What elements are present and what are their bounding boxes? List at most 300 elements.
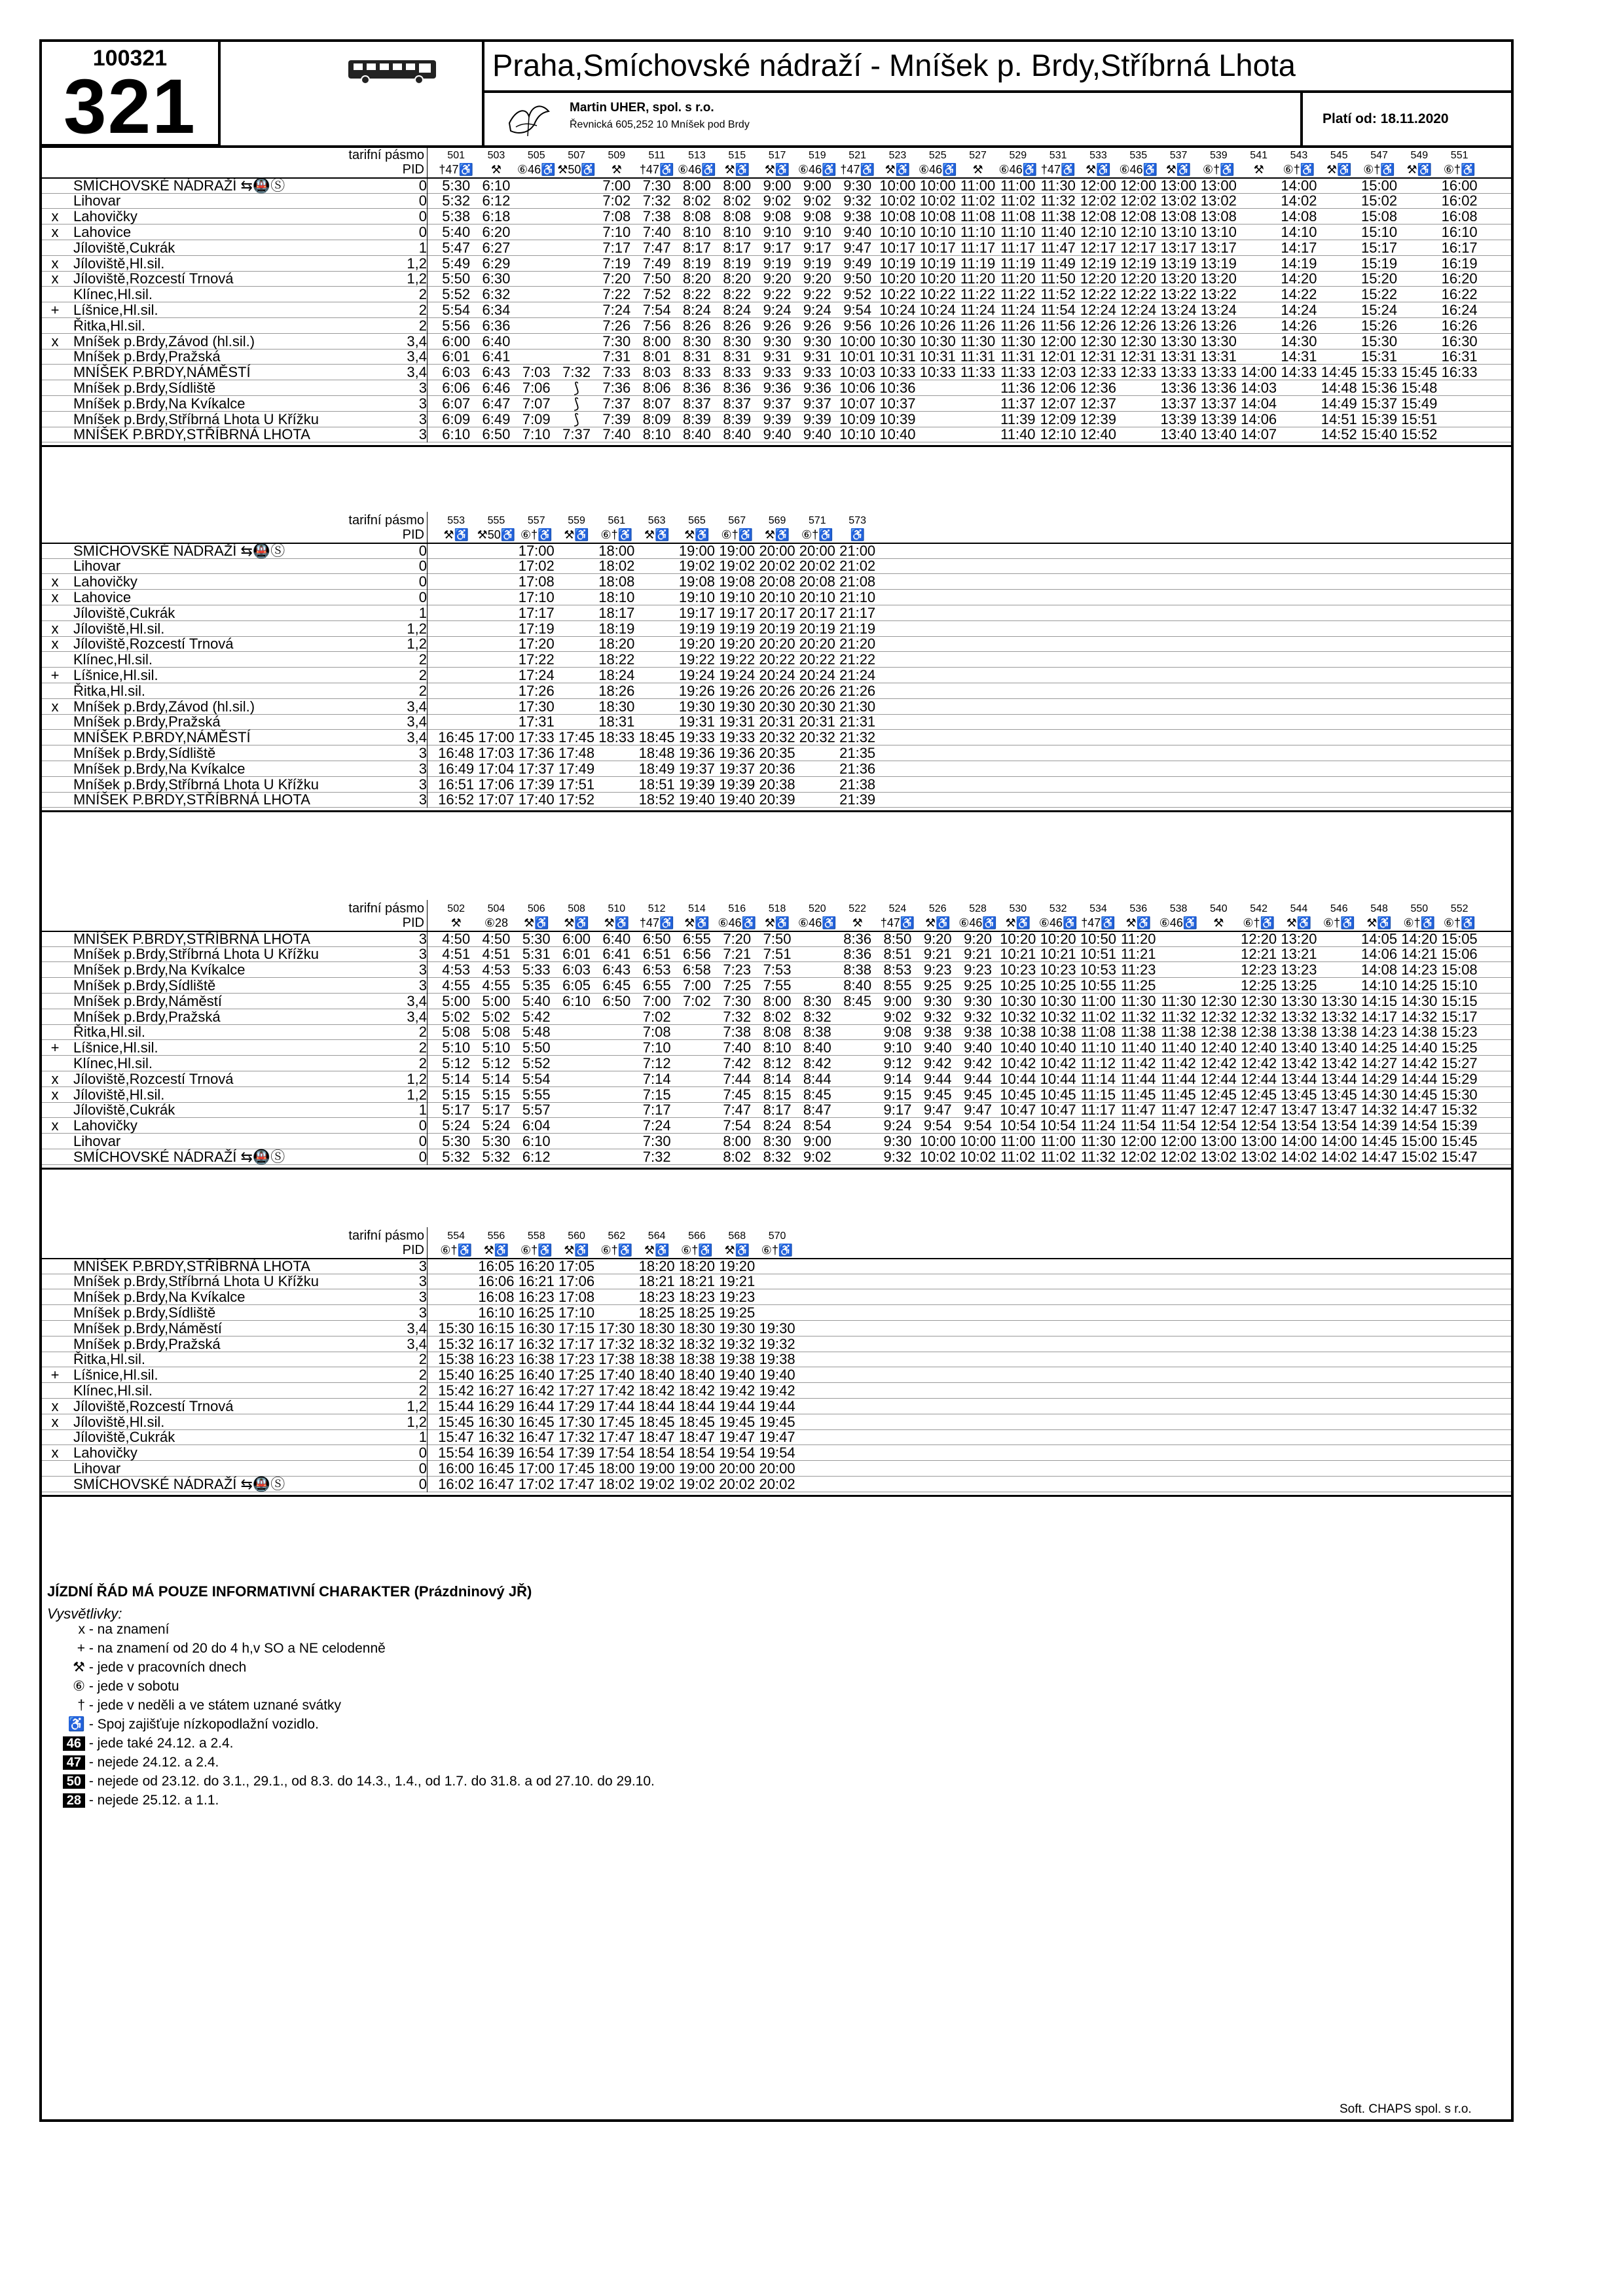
legend-item: 47 - nejede 24.12. a 2.4. xyxy=(47,1755,219,1770)
departure-time: 7:07 xyxy=(522,395,551,412)
departure-time: 15:17 xyxy=(1361,239,1398,256)
departure-time: 12:39 xyxy=(1080,410,1116,427)
departure-time: 10:42 xyxy=(1040,1055,1076,1071)
departure-time: 18:51 xyxy=(638,776,675,793)
departure-time: 5:32 xyxy=(442,1148,471,1165)
departure-time: 12:24 xyxy=(1120,302,1157,318)
departure-time: 12:33 xyxy=(1120,364,1157,381)
departure-time: 19:40 xyxy=(759,1367,795,1384)
departure-time: 19:19 xyxy=(719,620,756,637)
departure-time: 16:02 xyxy=(438,1475,475,1492)
tariff-zone: 1,2 xyxy=(407,255,427,272)
timetable-block xyxy=(42,1227,1511,1492)
departure-time: 19:30 xyxy=(719,698,756,715)
departure-time: 13:47 xyxy=(1281,1102,1317,1119)
stop-row xyxy=(42,590,1511,605)
tariff-zone: 2 xyxy=(418,286,427,303)
departure-time: 9:20 xyxy=(923,930,952,947)
trip-restriction-icon: ♿ xyxy=(850,528,865,541)
tariff-zone: 3 xyxy=(418,930,427,947)
departure-time: 12:42 xyxy=(1200,1055,1237,1071)
stop-name: Mníšek p.Brdy,Na Kvíkalce xyxy=(73,395,246,412)
departure-time: 6:56 xyxy=(683,946,711,963)
departure-time: 14:47 xyxy=(1401,1102,1438,1119)
departure-time: 14:19 xyxy=(1281,255,1317,272)
stop-row xyxy=(42,209,1511,224)
departure-time: 18:42 xyxy=(678,1382,715,1399)
departure-time: 11:30 xyxy=(960,332,996,350)
trip-restriction-icon: †47♿ xyxy=(840,162,875,176)
departure-time: 13:00 xyxy=(1241,1133,1277,1149)
departure-time: 10:00 xyxy=(879,177,916,194)
departure-time: 20:00 xyxy=(799,542,835,559)
stop-row xyxy=(42,318,1511,334)
departure-time: 18:22 xyxy=(598,651,635,668)
departure-time: 10:26 xyxy=(879,317,916,334)
departure-time: 11:30 xyxy=(1040,177,1076,194)
departure-time: 8:24 xyxy=(683,302,711,318)
trip-restriction-icon: ⚒ xyxy=(852,916,863,929)
departure-time: 13:21 xyxy=(1281,946,1317,963)
stop-row xyxy=(42,558,1511,574)
departure-time: 17:04 xyxy=(478,760,515,777)
departure-time: 8:39 xyxy=(723,410,752,427)
departure-time: 18:17 xyxy=(598,604,635,621)
departure-time: 17:40 xyxy=(518,791,555,808)
departure-time: 7:02 xyxy=(642,1008,671,1025)
departure-time: 15:36 xyxy=(1361,380,1398,396)
departure-time: 14:06 xyxy=(1361,946,1398,963)
departure-time: 6:09 xyxy=(442,410,471,427)
trip-restriction-icon: ⑥46♿ xyxy=(1119,162,1158,176)
departure-time: 7:47 xyxy=(642,239,671,256)
departure-time: 7:51 xyxy=(763,946,792,963)
departure-time: 7:37 xyxy=(562,426,591,443)
departure-time: 10:17 xyxy=(919,239,956,256)
departure-time: 17:44 xyxy=(598,1397,635,1414)
departure-time: 12:02 xyxy=(1120,192,1157,209)
departure-time: 9:26 xyxy=(803,317,831,334)
departure-time: 13:38 xyxy=(1321,1024,1357,1041)
tariff-zone: 3 xyxy=(418,791,427,808)
departure-time: 16:23 xyxy=(518,1289,555,1306)
stop-row xyxy=(42,365,1511,380)
departure-time: 17:23 xyxy=(558,1351,595,1368)
departure-time: 18:44 xyxy=(678,1397,715,1414)
departure-time: 14:44 xyxy=(1401,1070,1438,1087)
tariff-zone: 1 xyxy=(418,1102,427,1119)
departure-time: 19:00 xyxy=(678,1460,715,1477)
departure-time: 15:00 xyxy=(1401,1133,1438,1149)
trip-number: 538 xyxy=(1169,903,1188,914)
departure-time: 13:24 xyxy=(1160,302,1197,318)
departure-time: 9:02 xyxy=(803,1148,831,1165)
software-credit: Soft. CHAPS spol. s r.o. xyxy=(1340,2102,1472,2116)
departure-time: 19:22 xyxy=(719,651,756,668)
departure-time: 15:45 xyxy=(438,1413,475,1430)
departure-time: 7:32 xyxy=(642,192,671,209)
stop-request-mark: x xyxy=(51,255,59,272)
departure-time: 19:00 xyxy=(678,542,715,559)
departure-time: 13:20 xyxy=(1281,930,1317,947)
departure-time: 10:10 xyxy=(839,426,876,443)
departure-time: 17:00 xyxy=(518,542,555,559)
departure-time: 14:25 xyxy=(1361,1039,1398,1056)
departure-time: 10:24 xyxy=(879,302,916,318)
trip-restriction-icon: ⚒50♿ xyxy=(477,528,516,541)
trip-number: 508 xyxy=(568,903,585,914)
departure-time: 9:02 xyxy=(763,192,792,209)
departure-time: 9:54 xyxy=(923,1117,952,1134)
departure-time: 12:31 xyxy=(1080,348,1116,365)
departure-time: 6:18 xyxy=(482,208,511,225)
departure-time: 14:10 xyxy=(1361,977,1398,994)
stop-row xyxy=(42,1305,1511,1321)
departure-time: 12:08 xyxy=(1120,208,1157,225)
departure-time: 17:45 xyxy=(558,1460,595,1477)
departure-time: 18:08 xyxy=(598,573,635,590)
departure-time: 6:27 xyxy=(482,239,511,256)
departure-time: 9:15 xyxy=(883,1086,912,1103)
departure-time: 9:56 xyxy=(843,317,872,334)
tariff-zone: 1,2 xyxy=(407,270,427,287)
stop-request-mark: x xyxy=(51,636,59,653)
departure-time: 18:33 xyxy=(598,729,635,746)
departure-time: 13:30 xyxy=(1200,332,1237,350)
trip-number: 515 xyxy=(728,150,746,161)
departure-time: 11:00 xyxy=(960,177,996,194)
stop-row xyxy=(42,574,1511,590)
departure-time: 7:10 xyxy=(602,224,631,240)
departure-time: 12:30 xyxy=(1120,332,1157,350)
departure-time: 8:50 xyxy=(883,930,912,947)
trip-restriction-icon: ⚒ xyxy=(1213,916,1224,929)
departure-time: 13:42 xyxy=(1281,1055,1317,1071)
departure-time: 18:45 xyxy=(638,729,675,746)
departure-time: 16:32 xyxy=(478,1429,515,1446)
departure-time: 17:29 xyxy=(558,1397,595,1414)
departure-time: 19:42 xyxy=(719,1382,756,1399)
stop-row xyxy=(42,652,1511,668)
trip-restriction-icon: ⑥†♿ xyxy=(1443,162,1476,176)
departure-time: 8:26 xyxy=(723,317,752,334)
departure-time: 18:00 xyxy=(598,542,635,559)
departure-time: 8:47 xyxy=(803,1102,831,1119)
departure-time: 9:54 xyxy=(843,302,872,318)
block-separator xyxy=(42,445,1511,447)
tariff-zone: 0 xyxy=(418,542,427,559)
departure-time: 10:54 xyxy=(1000,1117,1036,1134)
trip-number: 563 xyxy=(647,515,666,526)
stop-row xyxy=(42,1071,1511,1087)
departure-time: 7:14 xyxy=(642,1070,671,1087)
trip-number: 522 xyxy=(848,903,866,914)
departure-time: 14:07 xyxy=(1241,426,1277,443)
departure-time: 10:37 xyxy=(879,395,916,412)
departure-time: 16:27 xyxy=(478,1382,515,1399)
departure-time: 10:45 xyxy=(1040,1086,1076,1103)
departure-time: 8:32 xyxy=(803,1008,831,1025)
departure-time: 16:20 xyxy=(518,1257,555,1274)
departure-time: 6:55 xyxy=(683,930,711,947)
departure-time: 13:37 xyxy=(1160,395,1197,412)
stop-row xyxy=(42,427,1511,442)
stop-request-mark: x xyxy=(51,698,59,715)
departure-time: 18:20 xyxy=(638,1257,675,1274)
departure-time: 19:00 xyxy=(719,542,756,559)
departure-time: 11:02 xyxy=(1080,1008,1116,1025)
departure-time: 18:45 xyxy=(678,1413,715,1430)
stop-name: Řitka,Hl.sil. xyxy=(73,682,146,699)
stop-name: Jíloviště,Cukrák xyxy=(73,239,175,256)
departure-time: 11:02 xyxy=(1040,1148,1076,1165)
departure-time: 19:24 xyxy=(719,667,756,683)
departure-time: 5:31 xyxy=(522,946,551,963)
departure-time: 19:10 xyxy=(719,589,756,605)
trip-number-row xyxy=(42,148,1511,163)
departure-time: 18:38 xyxy=(678,1351,715,1368)
departure-time: 19:10 xyxy=(678,589,715,605)
departure-time: 6:03 xyxy=(442,364,471,381)
tariff-zone: 0 xyxy=(418,192,427,209)
departure-time: 16:47 xyxy=(518,1429,555,1446)
departure-time: 10:40 xyxy=(1000,1039,1036,1056)
departure-time: 18:02 xyxy=(598,1475,635,1492)
departure-time: 13:37 xyxy=(1200,395,1237,412)
legend-text: nejede od 23.12. do 3.1., 29.1., od 8.3. do 14.3., 1.4., od 1.7. do 31.8. a od 27.10. do 29.10. xyxy=(97,1774,655,1789)
stop-row xyxy=(42,1134,1511,1149)
departure-time: 18:23 xyxy=(638,1289,675,1306)
departure-time: 11:30 xyxy=(1121,992,1156,1009)
departure-time: 11:24 xyxy=(960,302,996,318)
departure-time: 19:20 xyxy=(719,1257,756,1274)
stop-name: Mníšek p.Brdy,Pražská xyxy=(73,713,221,730)
departure-time: 6:58 xyxy=(683,961,711,978)
zone-header: tarifní pásmo xyxy=(348,148,424,162)
departure-time: 20:19 xyxy=(759,620,795,637)
departure-time: 14:49 xyxy=(1321,395,1357,412)
stop-name: Klínec,Hl.sil. xyxy=(73,1382,153,1399)
departure-time: 7:31 xyxy=(602,348,631,365)
departure-time: 9:08 xyxy=(883,1024,912,1041)
stop-name: Jíloviště,Hl.sil. xyxy=(73,620,165,637)
stop-row xyxy=(42,1352,1511,1367)
departure-time: 18:47 xyxy=(678,1429,715,1446)
departure-time: 17:24 xyxy=(518,667,555,683)
departure-time: 7:37 xyxy=(602,395,631,412)
departure-time: 15:39 xyxy=(1441,1117,1478,1134)
departure-time: 13:00 xyxy=(1200,177,1237,194)
departure-time: 7:55 xyxy=(763,977,792,994)
departure-time: 19:47 xyxy=(759,1429,795,1446)
departure-time: 11:56 xyxy=(1040,317,1076,334)
trip-number: 514 xyxy=(688,903,706,914)
stop-name: MNÍŠEK P.BRDY,STŘÍBRNÁ LHOTA xyxy=(73,1257,310,1274)
trip-restriction-icon: ⑥†♿ xyxy=(1243,916,1275,929)
trip-number: 544 xyxy=(1290,903,1308,914)
trip-number: 557 xyxy=(527,515,545,526)
departure-time: 14:10 xyxy=(1281,224,1317,240)
departure-time: 19:36 xyxy=(719,745,756,761)
departure-time: 15:47 xyxy=(438,1429,475,1446)
departure-time: 18:30 xyxy=(678,1319,715,1336)
departure-time: 5:30 xyxy=(482,1133,511,1149)
stop-row xyxy=(42,334,1511,350)
departure-time: 5:50 xyxy=(522,1039,551,1056)
departure-time: 8:30 xyxy=(723,332,752,350)
trip-restriction-icon: ⚒♿ xyxy=(483,1243,509,1257)
trip-number: 521 xyxy=(848,150,866,161)
tariff-zone: 3,4 xyxy=(407,729,427,746)
departure-time: 7:00 xyxy=(683,977,711,994)
legend-text: jede v pracovních dnech xyxy=(97,1660,247,1675)
departure-time: 19:39 xyxy=(719,776,756,793)
trip-restriction-icon: ⑥†♿ xyxy=(1363,162,1395,176)
departure-time: 12:42 xyxy=(1241,1055,1277,1071)
departure-time: 9:25 xyxy=(923,977,952,994)
zone-header: tarifní pásmo xyxy=(348,1229,424,1243)
departure-time: 6:41 xyxy=(602,946,631,963)
departure-time: 12:10 xyxy=(1120,224,1157,240)
departure-time: 15:49 xyxy=(1401,395,1438,412)
departure-time: 8:10 xyxy=(683,224,711,240)
departure-time: 10:24 xyxy=(919,302,956,318)
departure-time: 17:10 xyxy=(518,589,555,605)
departure-time: 20:26 xyxy=(759,682,795,699)
trip-number: 501 xyxy=(447,150,465,161)
departure-time: 8:06 xyxy=(642,380,671,396)
departure-time: 12:30 xyxy=(1241,992,1277,1009)
stop-name: Jíloviště,Cukrák xyxy=(73,1429,175,1446)
valid-from: Platí od: 18.11.2020 xyxy=(1300,93,1514,147)
departure-time: 8:10 xyxy=(763,1039,792,1056)
trip-number: 562 xyxy=(608,1230,626,1242)
trip-number: 566 xyxy=(688,1230,706,1242)
departure-time: 16:42 xyxy=(518,1382,555,1399)
departure-time: 6:20 xyxy=(482,224,511,240)
departure-time: 21:38 xyxy=(839,776,876,793)
departure-time: 8:00 xyxy=(723,177,752,194)
stop-name: Lahovice xyxy=(73,224,132,240)
departure-time: 15:30 xyxy=(1441,1086,1478,1103)
stop-row xyxy=(42,302,1511,318)
tariff-zone: 1,2 xyxy=(407,620,427,637)
tariff-zone: 3 xyxy=(418,760,427,777)
departure-time: 14:30 xyxy=(1361,1086,1398,1103)
departure-time: 18:25 xyxy=(638,1304,675,1321)
departure-time: 10:10 xyxy=(879,224,916,240)
departure-time: 14:02 xyxy=(1281,192,1317,209)
departure-time: 8:20 xyxy=(723,270,752,287)
trip-number: 527 xyxy=(969,150,987,161)
departure-time: 17:48 xyxy=(558,745,595,761)
stop-name: MNÍŠEK P.BRDY,STŘÍBRNÁ LHOTA xyxy=(73,791,310,808)
stop-name: SMÍCHOVSKÉ NÁDRAŽÍ ⇆🚇Ⓢ xyxy=(73,1475,285,1492)
tariff-zone: 0 xyxy=(418,589,427,605)
zone-header: tarifní pásmo xyxy=(348,513,424,528)
departure-time: 18:25 xyxy=(678,1304,715,1321)
departure-time: 13:36 xyxy=(1160,380,1197,396)
tariff-zone: 0 xyxy=(418,177,427,194)
departure-time: 11:20 xyxy=(960,270,996,287)
departure-time: 19:37 xyxy=(678,760,715,777)
trip-number: 543 xyxy=(1290,150,1308,161)
departure-time: 18:21 xyxy=(678,1273,715,1290)
trip-restriction-icon: †47♿ xyxy=(1081,916,1116,929)
departure-time: 8:07 xyxy=(642,395,671,412)
departure-time: 17:49 xyxy=(558,760,595,777)
stop-name: Lihovar xyxy=(73,558,121,575)
departure-time: 16:08 xyxy=(478,1289,515,1306)
departure-time: 5:54 xyxy=(442,302,471,318)
departure-time: 13:44 xyxy=(1321,1070,1357,1087)
stop-row xyxy=(42,1102,1511,1118)
departure-time: 19:32 xyxy=(719,1335,756,1352)
pid-row xyxy=(42,528,1511,544)
stop-row xyxy=(42,178,1511,194)
departure-time: 17:15 xyxy=(558,1319,595,1336)
departure-time: 11:31 xyxy=(960,348,996,365)
departure-time: 9:45 xyxy=(923,1086,952,1103)
tariff-zone: 3 xyxy=(418,410,427,427)
departure-time: 10:23 xyxy=(1040,961,1076,978)
departure-time: 7:38 xyxy=(723,1024,752,1041)
stop-row xyxy=(42,605,1511,621)
departure-time: 12:21 xyxy=(1241,946,1277,963)
departure-time: 15:45 xyxy=(1401,364,1438,381)
stop-row xyxy=(42,1367,1511,1383)
departure-time: 16:00 xyxy=(438,1460,475,1477)
departure-time: 14:17 xyxy=(1281,239,1317,256)
departure-time: 9:36 xyxy=(803,380,831,396)
departure-time: 10:22 xyxy=(919,286,956,303)
departure-time: 16:10 xyxy=(478,1304,515,1321)
stop-row xyxy=(42,1149,1511,1165)
departure-time: 11:17 xyxy=(1000,239,1036,256)
departure-time: 18:19 xyxy=(598,620,635,637)
departure-time: 5:52 xyxy=(442,286,471,303)
departure-time: 17:39 xyxy=(558,1444,595,1462)
departure-time: 9:30 xyxy=(763,332,792,350)
departure-time: 11:39 xyxy=(1000,410,1036,427)
departure-time: 16:29 xyxy=(478,1397,515,1414)
legend-text: na znamení od 20 do 4 h,v SO a NE celodenně xyxy=(97,1641,386,1656)
departure-time: 11:32 xyxy=(1121,1008,1156,1025)
departure-time: 14:54 xyxy=(1401,1117,1438,1134)
departure-time: 9:00 xyxy=(883,992,912,1009)
departure-time: 7:00 xyxy=(602,177,631,194)
departure-time: 13:00 xyxy=(1200,1133,1237,1149)
departure-time: 19:30 xyxy=(759,1319,795,1336)
stop-request-mark: x xyxy=(51,589,59,605)
departure-time: 8:14 xyxy=(763,1070,792,1087)
departure-time: 7:26 xyxy=(602,317,631,334)
trip-restriction-icon: ⑥46♿ xyxy=(958,916,997,929)
departure-time: 20:39 xyxy=(759,791,795,808)
departure-time: 12:40 xyxy=(1080,426,1116,443)
trip-number: 517 xyxy=(768,150,786,161)
departure-time: 7:56 xyxy=(642,317,671,334)
stop-request-mark: x xyxy=(51,1070,59,1087)
departure-time: 6:50 xyxy=(482,426,511,443)
departure-time: 19:45 xyxy=(759,1413,795,1430)
stop-row xyxy=(42,1289,1511,1305)
departure-time: 17:26 xyxy=(518,682,555,699)
stop-name: Jíloviště,Rozcestí Trnová xyxy=(73,636,234,653)
departure-time: 21:35 xyxy=(839,745,876,761)
departure-time: 8:02 xyxy=(723,192,752,209)
trip-number: 528 xyxy=(969,903,987,914)
